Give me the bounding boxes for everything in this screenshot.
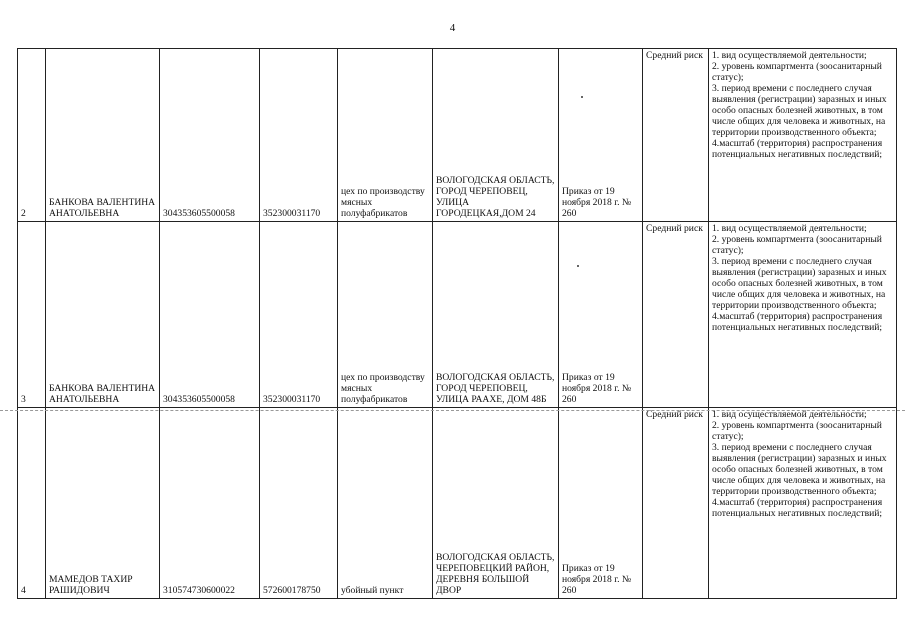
inn-cell: 352300031170 xyxy=(260,222,338,408)
row-number: 3 xyxy=(18,222,46,408)
risk-category: Средний риск xyxy=(643,49,709,222)
object-type: цех по производству мясных полуфабрикатов xyxy=(338,222,433,408)
risk-criteria-text: 1. вид осуществляемой деятельности; 2. уровень компартмента (зоосанитарный статус); 3. период времени с последнего случая выявления (регистрации) заразных и иных особо опасных болезней животных, в том числе общих для человека и животных, на территории производственного объекта; 4.масштаб (территория) распространения потенциальных негативных последствий; xyxy=(712,50,887,160)
object-address: ВОЛОГОДСКАЯ ОБЛАСТЬ, ЧЕРЕПОВЕЦКИЙ РАЙОН, ДЕРЕВНЯ БОЛЬШОЙ ДВОР xyxy=(433,408,559,599)
object-address: ВОЛОГОДСКАЯ ОБЛАСТЬ, ГОРОД ЧЕРЕПОВЕЦ, УЛИЦА РААХЕ, ДОМ 48Б xyxy=(433,222,559,408)
ogrn-cell: 304353605500058 xyxy=(160,49,260,222)
inn-cell: 352300031170 xyxy=(260,49,338,222)
risk-criteria-text: 1. вид осуществляемой деятельности; 2. уровень компартмента (зоосанитарный статус); 3. период времени с последнего случая выявления (регистрации) заразных и иных особо опасных болезней животных, в том числе общих для человека и животных, на территории производственного объекта; 4.масштаб (территория) распространения потенциальных негативных последствий; xyxy=(712,409,887,519)
object-type: убойный пункт xyxy=(338,408,433,599)
table-row xyxy=(18,49,897,222)
scan-fold-line xyxy=(0,410,905,411)
entity-name: БАНКОВА ВАЛЕНТИНА АНАТОЛЬЕВНА xyxy=(46,49,160,222)
risk-criteria xyxy=(709,49,897,222)
entity-name: МАМЕДОВ ТАХИР РАШИДОВИЧ xyxy=(46,408,160,599)
order-reference: Приказ от 19 ноября 2018 г. № 260 xyxy=(559,49,643,222)
order-reference: Приказ от 19 ноября 2018 г. № 260 xyxy=(559,408,643,599)
entity-name: БАНКОВА ВАЛЕНТИНА АНАТОЛЬЕВНА xyxy=(46,222,160,408)
inspection-registry-table xyxy=(17,48,897,599)
risk-criteria xyxy=(709,222,897,408)
risk-criteria-text: 1. вид осуществляемой деятельности; 2. уровень компартмента (зоосанитарный статус); 3. период времени с последнего случая выявления (регистрации) заразных и иных особо опасных болезней животных, в том числе общих для человека и животных, на территории производственного объекта; 4.масштаб (территория) распространения потенциальных негативных последствий; xyxy=(712,223,887,333)
table-row xyxy=(18,222,897,408)
row-number: 2 xyxy=(18,49,46,222)
row-number: 4 xyxy=(18,408,46,599)
risk-category: Средний риск xyxy=(643,222,709,408)
scan-speck xyxy=(581,96,583,98)
inn-cell: 572600178750 xyxy=(260,408,338,599)
ogrn-cell: 310574730600022 xyxy=(160,408,260,599)
scan-speck xyxy=(577,265,579,267)
ogrn-cell: 304353605500058 xyxy=(160,222,260,408)
table-row xyxy=(18,408,897,599)
page-number: 4 xyxy=(449,22,456,34)
risk-category: Средний риск xyxy=(643,408,709,599)
order-reference: Приказ от 19 ноября 2018 г. № 260 xyxy=(559,222,643,408)
risk-criteria xyxy=(709,408,897,599)
object-type: цех по производству мясных полуфабрикатов xyxy=(338,49,433,222)
object-address: ВОЛОГОДСКАЯ ОБЛАСТЬ, ГОРОД ЧЕРЕПОВЕЦ, УЛИЦА ГОРОДЕЦКАЯ,ДОМ 24 xyxy=(433,49,559,222)
